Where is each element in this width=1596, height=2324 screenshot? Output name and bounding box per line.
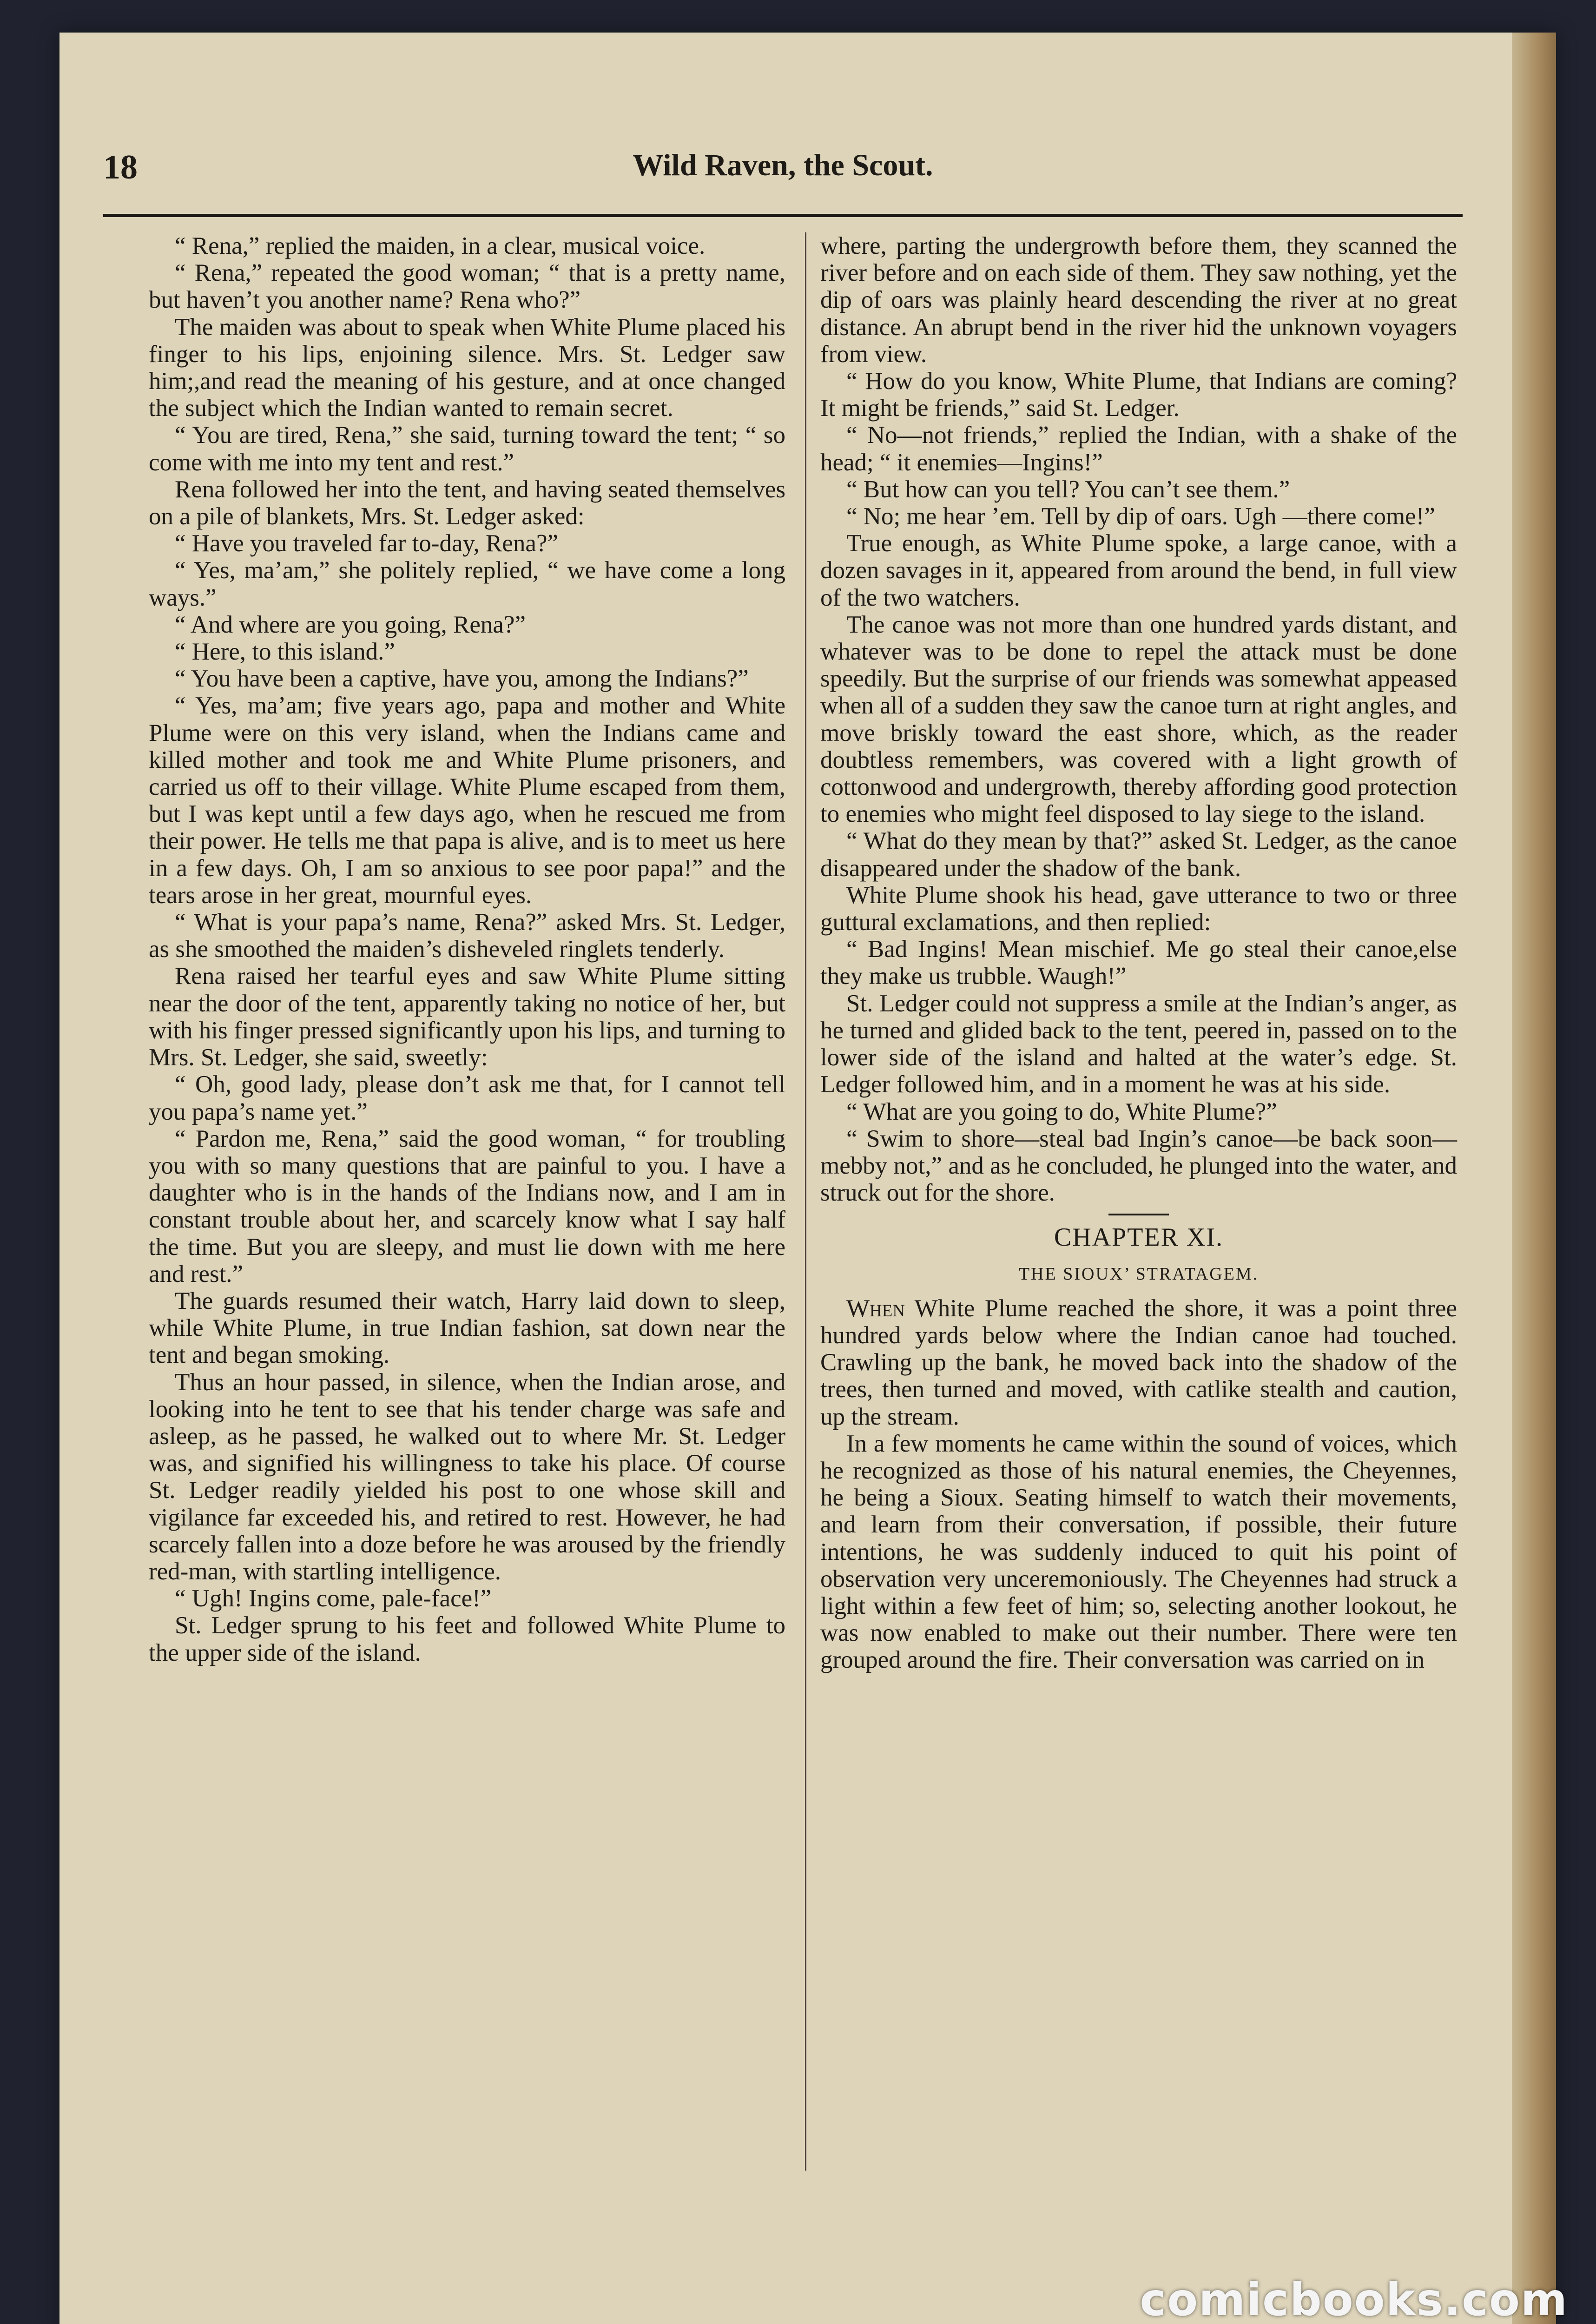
chapter-first-paragraph-text: White Plume reached the shore, it was a point three hundred yards below where the Indian canoe had touched. Crawling up the bank, he moved back into the shadow of the trees, then turned and moved, with catlike stealth and caution, up the stream. [820, 1294, 1457, 1430]
paragraph: “ You have been a captive, have you, among the Indians?” [175, 665, 749, 693]
chapter-heading: CHAPTER XI. [1054, 1223, 1224, 1252]
paragraph: The maiden was about to speak when White Plume placed his finger to his lips, enjoining silence. Mrs. St. Ledger saw him;,and read the meaning of his gesture, and at once changed the subject which the Indian wanted to remain secret. [149, 313, 785, 422]
paragraph: “ Swim to shore—steal bad Ingin’s canoe—be back soon—mebby not,” and as he concluded, he plunged into the water, and struck out for the shore. [820, 1125, 1457, 1207]
paragraph: “ Oh, good lady, please don’t ask me that, for I cannot tell you papa’s name yet.” [149, 1071, 785, 1125]
right-column-paragraphs [820, 232, 1457, 1206]
paragraph: The guards resumed their watch, Harry laid down to sleep, while White Plume, in true Indian fashion, sat down near the tent and began smoking. [149, 1287, 785, 1369]
right-column [820, 232, 1457, 1674]
paragraph: True enough, as White Plume spoke, a large canoe, with a dozen savages in it, appeared from around the bend, in full view of the two watchers. [820, 530, 1457, 611]
paragraph: “ What is your papa’s name, Rena?” asked Mrs. St. Ledger, as she smoothed the maiden’s disheveled ringlets tenderly. [149, 909, 785, 963]
chapter-subtitle: THE SIOUX’ STRATAGEM. [1018, 1264, 1259, 1284]
left-column [149, 232, 785, 1666]
paragraph: “ You are tired, Rena,” she said, turning toward the tent; “ so come with me into my tent and rest.” [149, 422, 785, 476]
header-rule [103, 214, 1463, 217]
chapter-paragraphs [820, 1430, 1457, 1674]
paragraph: St. Ledger sprung to his feet and followed White Plume to the upper side of the island. [149, 1612, 785, 1666]
paragraph: St. Ledger could not suppress a smile at the Indian’s anger, as he turned and glided back to the tent, peered in, passed on to the lower side of the island and halted at the water’s edge. St. Ledger followed him, and in a moment he was at his side. [820, 990, 1457, 1098]
paragraph: “ Here, to this island.” [175, 638, 395, 666]
paragraph: “ Bad Ingins! Mean mischief. Me go steal their canoe,else they make us trubble. Waugh!” [820, 936, 1457, 990]
paragraph: where, parting the undergrowth before them, they scanned the river before and on each side of them. They saw nothing, yet the dip of oars was plainly heard descending the river at no great distance. An abrupt bend in the river hid the unknown voyagers from view. [820, 232, 1457, 368]
paragraph: Thus an hour passed, in silence, when the Indian arose, and looking into he tent to see that his tender charge was safe and asleep, as he passed, he walked out to where Mr. St. Ledger was, and signified his willingness to take his place. Of course St. Ledger readily yielded his post to one whose skill and vigilance far exceeded his, and retired to rest. However, he had scarcely fallen into a doze before he was aroused by the friendly red-man, with startling intelligence. [149, 1368, 785, 1585]
paragraph: “ Rena,” replied the maiden, in a clear, musical voice. [175, 232, 706, 259]
paragraph: Rena followed her into the tent, and having seated themselves on a pile of blankets, Mrs. St. Ledger asked: [149, 475, 785, 530]
paragraph: White Plume shook his head, gave utterance to two or three guttural exclamations, and then replied: [820, 881, 1457, 936]
chapter-rule [1108, 1214, 1169, 1215]
paragraph: In a few moments he came within the sound of voices, which he recognized as those of his natural enemies, the Cheyennes, he being a Sioux. Seating himself to watch their movements, and learn from their conversation, if possible, their future intentions, he was suddenly induced to quit his point of observation very unceremoniously. The Cheyennes had struck a light within a few feet of him; so, selecting another lookout, he was now enabled to make out their number. There were ten grouped around the fire. Their conversation was carried on in [820, 1430, 1457, 1674]
paragraph: “ How do you know, White Plume, that Indians are coming? It might be friends,” said St. Ledger. [820, 368, 1457, 422]
chapter-first-paragraph [820, 1295, 1457, 1430]
paragraph: “ Pardon me, Rena,” said the good woman, “ for troubling you with so many questions that are painful to you. I have a daughter who is in the hands of the Indians now, and I am in constant trouble about her, and scarcely know what I say half the time. But you are sleepy, and must lie down with me here and rest.” [149, 1125, 785, 1287]
paragraph: “ No; me hear ’em. Tell by dip of oars. Ugh —there come!” [846, 503, 1435, 530]
site-watermark: comicbooks.com [1140, 2274, 1568, 2324]
page-number: 18 [103, 148, 138, 186]
page-header [103, 148, 1463, 190]
page-edge [1512, 33, 1556, 2324]
paragraph: “ Yes, ma’am; five years ago, papa and mother and White Plume were on this very island, when the Indians came and killed mother and took me and White Plume prisoners, and carried us off to their village. White Plume escaped from them, but I was kept until a few days ago, when he rescued me from their power. He tells me that papa is alive, and is to meet us here in a few days. Oh, I am so anxious to see poor papa!” and the tears arose in her great, mournful eyes. [149, 692, 785, 909]
running-title: Wild Raven, the Scout. [633, 148, 933, 182]
paragraph: “ Yes, ma’am,” she politely replied, “ we have come a long ways.” [149, 557, 785, 611]
paragraph: “ Ugh! Ingins come, pale-face!” [175, 1585, 492, 1612]
paragraph: “ No—not friends,” replied the Indian, with a shake of the head; “ it enemies—Ingins!” [820, 422, 1457, 476]
paragraph: “ Rena,” repeated the good woman; “ that is a pretty name, but haven’t you another name? Rena who?” [149, 259, 785, 314]
paragraph: “ And where are you going, Rena?” [175, 611, 526, 638]
column-divider [805, 232, 806, 2171]
paragraph: “ What do they mean by that?” asked St. Ledger, as the canoe disappeared under the shadow of the bank. [820, 827, 1457, 882]
paragraph: Rena raised her tearful eyes and saw White Plume sitting near the door of the tent, apparently taking no notice of her, but with his finger pressed significantly upon his lips, and turning to Mrs. St. Ledger, she said, sweetly: [149, 963, 785, 1071]
paragraph: The canoe was not more than one hundred yards distant, and whatever was to be done to repel the attack must be done speedily. But the surprise of our friends was somewhat appeased when all of a sudden they saw the canoe turn at right angles, and move briskly toward the east shore, which, as the reader doubtless remembers, was covered with a light growth of cottonwood and undergrowth, thereby affording good protection to enemies who might feel disposed to lay siege to the island. [820, 611, 1457, 828]
paragraph: “ What are you going to do, White Plume?” [846, 1098, 1277, 1125]
paragraph: “ But how can you tell? You can’t see them.” [846, 475, 1290, 503]
paragraph: “ Have you traveled far to-day, Rena?” [175, 530, 558, 557]
chapter-first-word: When [846, 1294, 905, 1322]
